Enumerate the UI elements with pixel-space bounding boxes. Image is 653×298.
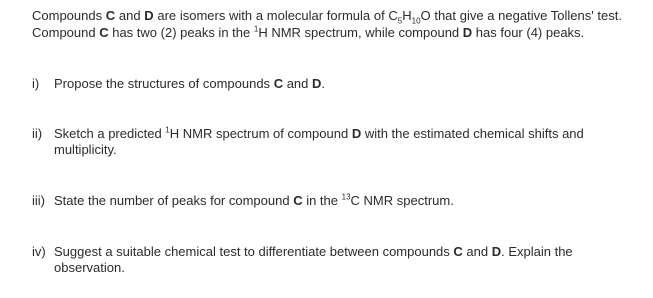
- superscript: 1: [253, 24, 259, 34]
- question-text-part: H NMR spectrum of compound: [169, 126, 352, 141]
- subscript: 10: [411, 16, 421, 26]
- compound-d-label: D: [462, 24, 473, 40]
- question-text-part: with the estimated chemical shifts and multiplicity.: [54, 126, 584, 157]
- question-number: ii): [32, 126, 43, 141]
- subscript: 5: [397, 16, 403, 26]
- question-text-part: Suggest a suitable chemical test to differentiate between compounds: [54, 244, 454, 259]
- compound-c-label: C: [453, 244, 463, 259]
- intro-text: Compounds: [32, 8, 106, 23]
- question-text: [54, 126, 622, 158]
- intro-text: and: [115, 8, 145, 23]
- question-text: [54, 244, 622, 276]
- compound-c-label: C: [293, 193, 303, 208]
- intro-text: H: [402, 8, 412, 23]
- question-number: iv): [32, 244, 46, 259]
- intro-text: has two (2) peaks in the: [108, 24, 254, 40]
- superscript: 1: [165, 125, 170, 135]
- question-text-part: Propose the structures of compounds: [54, 76, 274, 91]
- question-text: [54, 76, 622, 92]
- question-text-part: in the: [302, 193, 342, 208]
- question-item: [32, 244, 622, 276]
- question-item: [32, 126, 622, 158]
- question-text-part: .: [321, 76, 326, 91]
- question-text-part: State the number of peaks for compound: [54, 193, 294, 208]
- question-number: i): [32, 76, 40, 91]
- question-intro: [32, 8, 622, 41]
- intro-text: are isomers with a molecular formula of C: [153, 8, 398, 23]
- question-item: [32, 193, 622, 209]
- question-text: [54, 193, 622, 209]
- question-number: iii): [32, 193, 45, 208]
- intro-text: H NMR spectrum, while compound: [258, 24, 463, 40]
- question-text-part: . Explain the observation.: [54, 244, 573, 275]
- compound-d-label: D: [351, 126, 362, 141]
- question-sheet: [32, 8, 622, 275]
- question-text-part: C NMR spectrum.: [350, 193, 454, 208]
- question-text-part: Sketch a predicted: [54, 126, 166, 141]
- question-text-part: and: [462, 244, 492, 259]
- compound-c-label: C: [99, 24, 109, 40]
- question-item: [32, 76, 622, 92]
- intro-text: has four (4) peaks.: [472, 24, 585, 40]
- superscript: 13: [341, 192, 351, 202]
- compound-c-label: C: [273, 76, 284, 91]
- compound-c-label: C: [105, 8, 116, 23]
- compound-d-label: D: [491, 244, 502, 259]
- question-text-part: and: [283, 76, 312, 91]
- compound-d-label: D: [312, 76, 322, 91]
- compound-d-label: D: [144, 8, 154, 23]
- intro-text: O that give a negative Tollens' test. Compound: [32, 8, 622, 40]
